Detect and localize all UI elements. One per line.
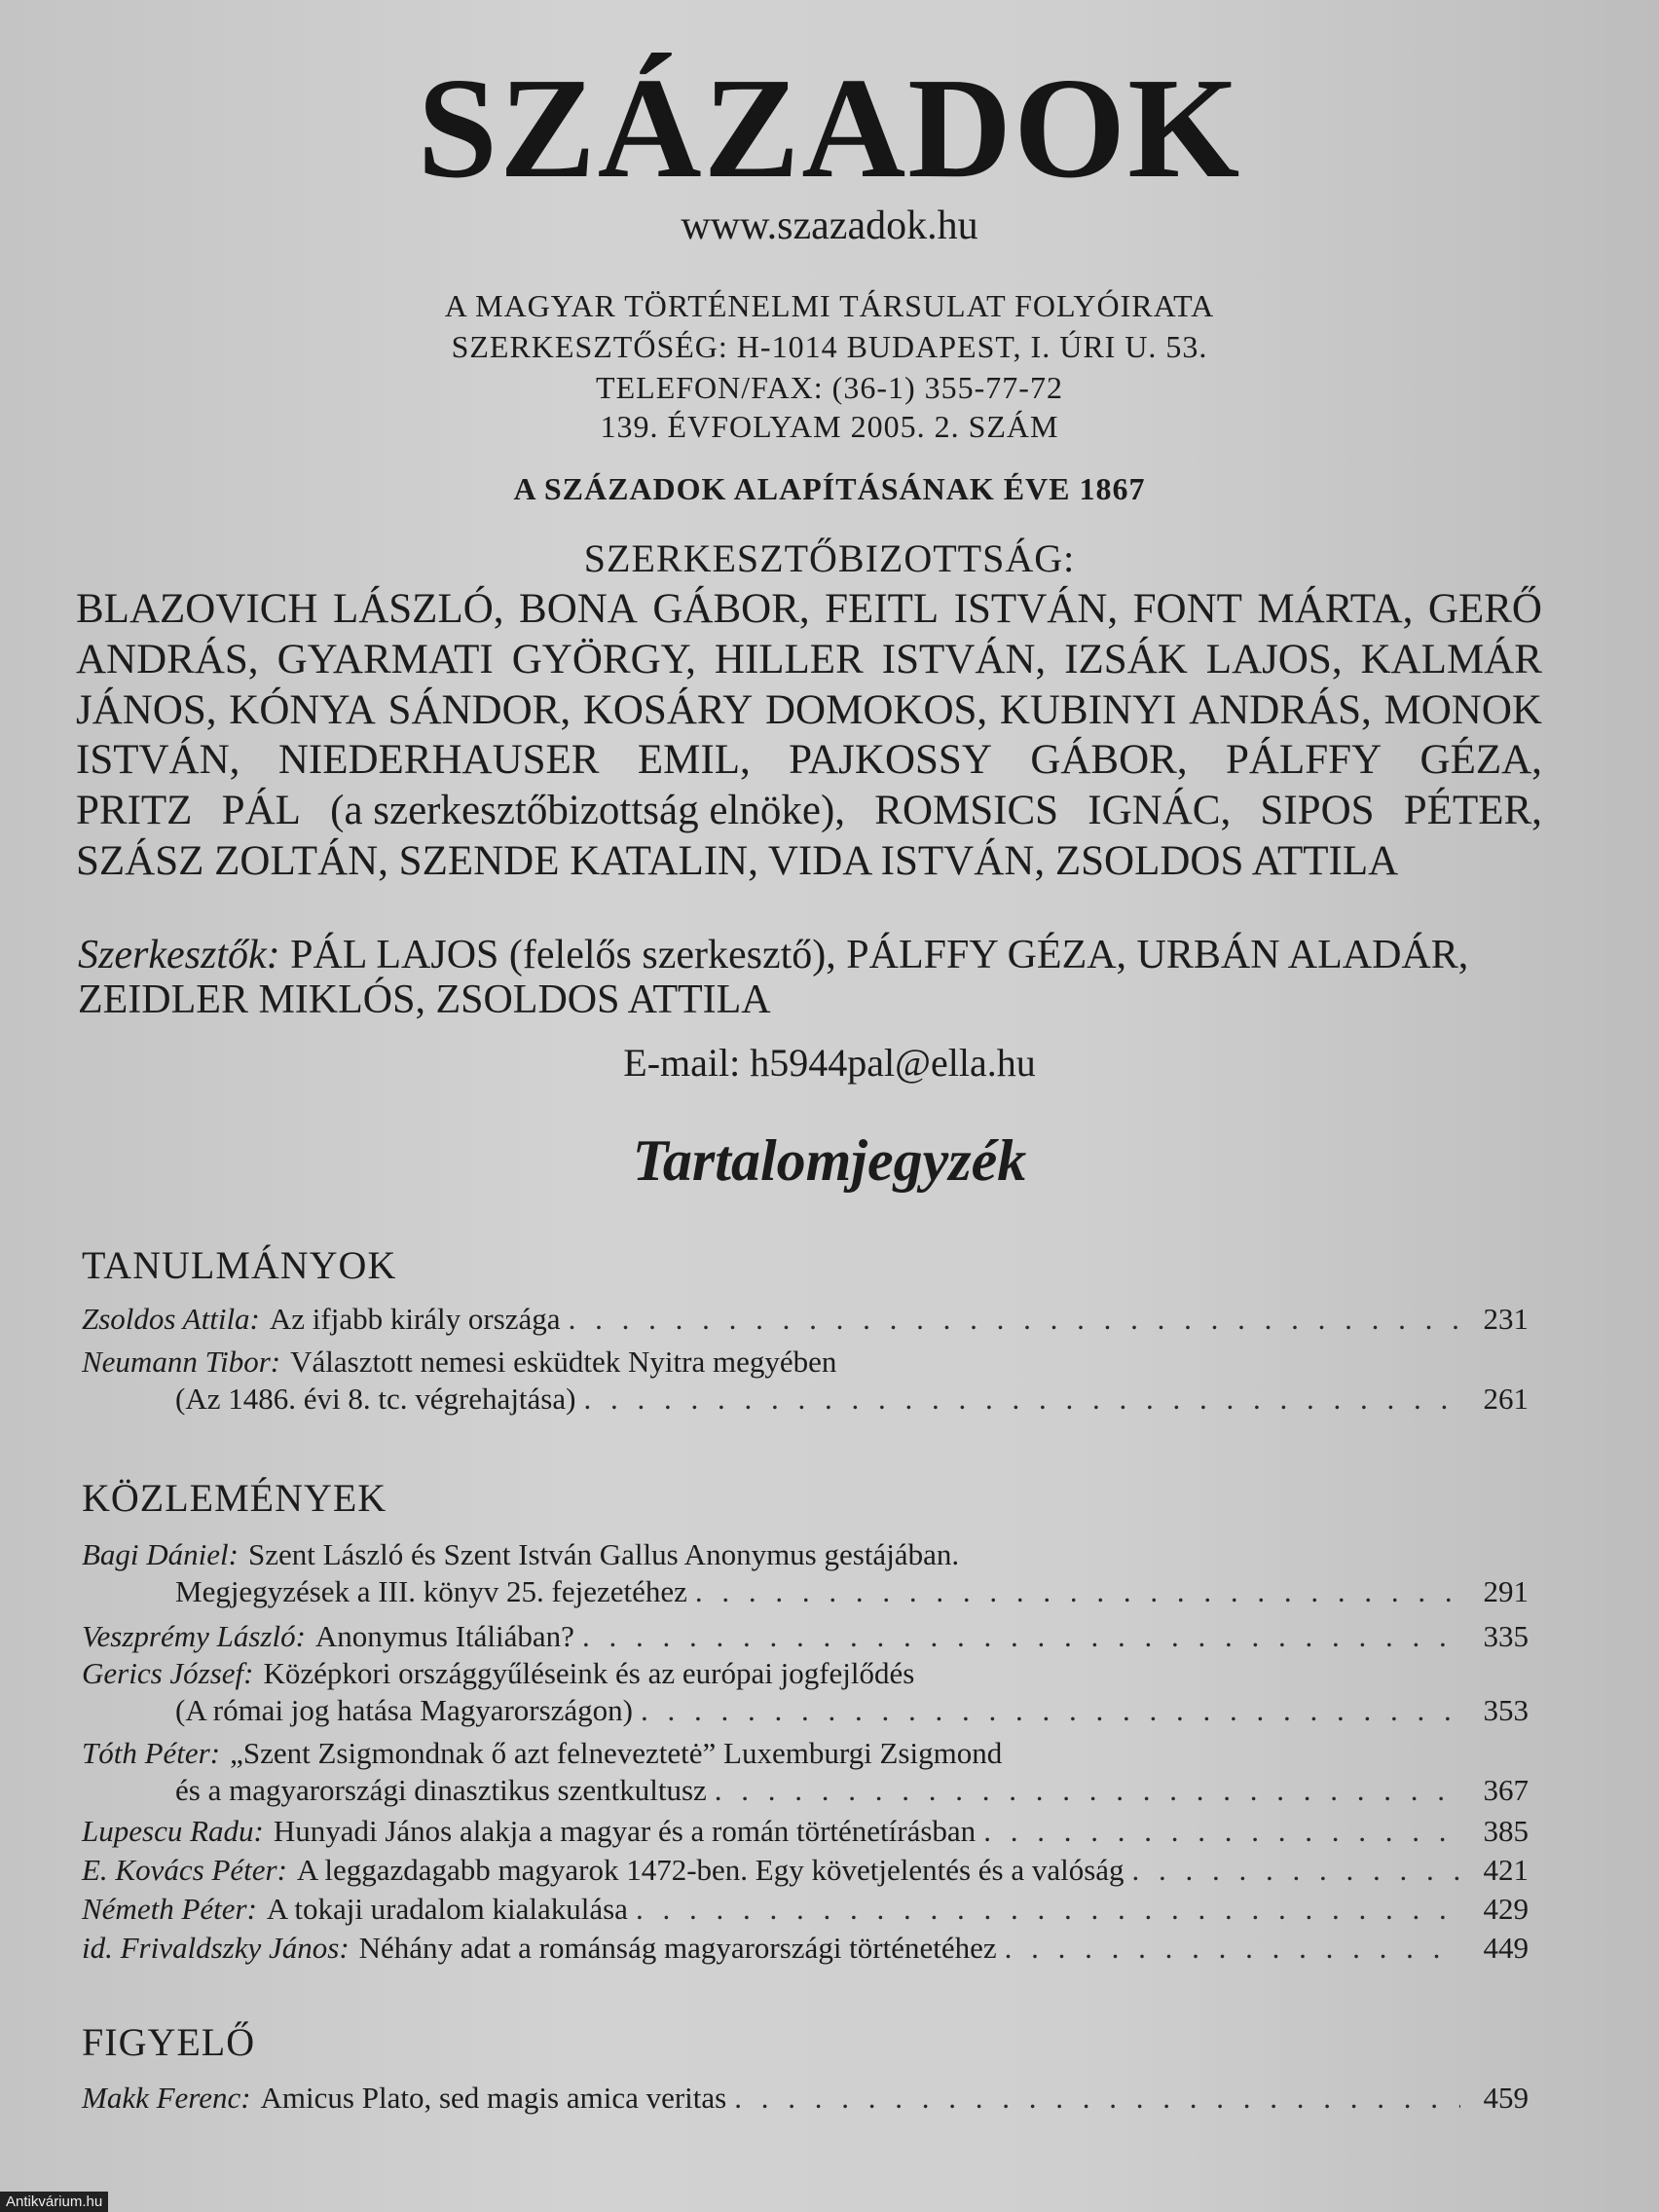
- leader-dots: [976, 1813, 1460, 1850]
- toc-title: Tartalomjegyzék: [632, 1128, 1027, 1193]
- editorial-board-title: SZERKESZTŐBIZOTTSÁG:: [583, 536, 1076, 580]
- editors-label: Szerkesztők:: [78, 933, 280, 977]
- entry-author: Veszprémy László:: [82, 1619, 306, 1653]
- entry-page: 231: [1483, 1302, 1529, 1336]
- entry-author: Makk Ferenc:: [82, 2081, 251, 2115]
- editors-names-1: PÁL LAJOS (felelős szerkesztő), PÁLFFY GÉZA, URBÁN ALADÁR,: [290, 933, 1469, 977]
- leader-dots: [633, 1692, 1460, 1729]
- entry-title: „Szent Zsigmondnak ő azt felneveztetė” Luxemburgi Zsigmond: [230, 1736, 1003, 1770]
- board-word: ANDRÁS,: [1189, 686, 1372, 733]
- leader-dots: [628, 1891, 1460, 1928]
- board-word: FEITL: [825, 586, 940, 632]
- entry-page: 421: [1483, 1853, 1529, 1887]
- entry-page: 353: [1483, 1693, 1529, 1727]
- website-url: www.szazadok.hu: [681, 203, 978, 248]
- leader-dots: [997, 1930, 1460, 1967]
- leader-dots: [1124, 1852, 1460, 1889]
- phone-line: TELEFON/FAX: (36-1) 355-77-72: [596, 370, 1063, 405]
- leader-dots: [726, 2080, 1460, 2117]
- board-word: KUBINYI: [999, 686, 1177, 733]
- entry-title: Anonymus Itáliában?: [314, 1619, 574, 1653]
- toc-entry: [82, 1618, 1529, 1655]
- publisher-line: A MAGYAR TÖRTÉNELMI TÁRSULAT FOLYÓIRATA: [444, 288, 1215, 323]
- board-word: BLAZOVICH: [76, 586, 318, 632]
- entry-title: Néhány adat a románság magyarországi történetéhez: [358, 1931, 997, 1965]
- toc-entry: [82, 1930, 1529, 1967]
- entry-author: Németh Péter:: [82, 1892, 257, 1926]
- board-word: MONOK: [1383, 686, 1542, 733]
- toc-entry: [82, 1344, 1529, 1418]
- toc-entry: [82, 2080, 1529, 2117]
- board-word: GÁBOR,: [1030, 737, 1188, 784]
- editors-names-2: ZEIDLER MIKLÓS, ZSOLDOS ATTILA: [78, 977, 771, 1022]
- board-word: KOSÁRY: [582, 686, 754, 733]
- entry-title: Középkori országgyűléseink és az európai jogfejlődés: [263, 1656, 915, 1690]
- board-word: DOMOKOS,: [765, 686, 988, 733]
- toc-entry: [82, 1536, 1529, 1610]
- entry-title-cont: (Az 1486. évi 8. tc. végrehajtása): [175, 1382, 576, 1416]
- leader-dots: [575, 1381, 1460, 1418]
- entry-title: Szent László és Szent István Gallus Anonymus gestájában.: [248, 1537, 960, 1571]
- entry-title: A tokaji uradalom kialakulása: [266, 1892, 628, 1926]
- section-heading-kozlemenyek: KÖZLEMÉNYEK: [82, 1476, 387, 1520]
- entry-title: Amicus Plato, sed magis amica veritas: [260, 2081, 727, 2115]
- board-word: ANDRÁS,: [76, 636, 259, 682]
- board-word: IZSÁK: [1064, 636, 1188, 682]
- board-word: BONA: [519, 586, 638, 632]
- board-word: KÓNYA: [229, 686, 376, 733]
- founded-line: A SZÁZADOK ALAPÍTÁSÁNAK ÉVE 1867: [513, 471, 1146, 506]
- entry-page: 335: [1483, 1619, 1529, 1653]
- entry-page: 261: [1483, 1382, 1529, 1416]
- entry-page: 449: [1483, 1931, 1529, 1965]
- entry-title: Hunyadi János alakja a magyar és a román történetírásban: [273, 1814, 977, 1848]
- board-line: [76, 836, 1542, 887]
- board-word: IGNÁC,: [1088, 788, 1232, 834]
- entry-title: Az ifjabb király országa: [269, 1302, 561, 1336]
- board-word: EMIL,: [637, 737, 751, 784]
- entry-author: Bagi Dániel:: [82, 1537, 239, 1571]
- editors-block: [78, 933, 1468, 1022]
- entry-page: 385: [1483, 1814, 1529, 1848]
- entry-author: Gerics József:: [82, 1656, 254, 1690]
- toc-entry: [82, 1655, 1529, 1729]
- board-line: [76, 735, 1542, 786]
- board-word: PAJKOSSY: [789, 737, 992, 784]
- board-word: ROMSICS: [874, 788, 1059, 834]
- board-word: KALMÁR: [1360, 636, 1542, 682]
- entry-title-cont: és a magyarországi dinasztikus szentkultusz: [175, 1773, 707, 1807]
- toc-entry: [82, 1891, 1529, 1928]
- leader-dots: [561, 1301, 1460, 1338]
- toc-entry: [82, 1301, 1529, 1338]
- entry-title-cont: Megjegyzések a III. könyv 25. fejezetéhez: [175, 1574, 687, 1608]
- board-word: PÁL: [221, 788, 301, 834]
- board-word: ISTVÁN,: [76, 737, 240, 784]
- board-word: ISTVÁN,: [953, 586, 1119, 632]
- board-word: ISTVÁN,: [881, 636, 1047, 682]
- board-line: [76, 786, 1542, 836]
- board-word: SÁNDOR,: [387, 686, 571, 733]
- board-word: LÁSZLÓ,: [332, 586, 504, 632]
- toc-entry: [82, 1735, 1529, 1809]
- entry-author: id. Frivaldszky János:: [82, 1931, 350, 1965]
- board-word: MÁRTA,: [1257, 586, 1414, 632]
- toc-entry: [82, 1813, 1529, 1850]
- entry-author: Zsoldos Attila:: [82, 1302, 260, 1336]
- board-word: JÁNOS,: [76, 686, 217, 733]
- section-heading-tanulmanyok: TANULMÁNYOK: [82, 1243, 397, 1287]
- leader-dots: [707, 1772, 1460, 1809]
- board-word: GÉZA,: [1419, 737, 1542, 784]
- board-word: GERŐ: [1427, 586, 1542, 632]
- entry-page: 429: [1483, 1892, 1529, 1926]
- toc-entry: [82, 1852, 1529, 1889]
- entry-author: E. Kovács Péter:: [82, 1853, 287, 1887]
- entry-author: Tóth Péter:: [82, 1736, 221, 1770]
- board-word: PRITZ: [76, 788, 193, 834]
- watermark-label: Antikvárium.hu: [0, 2192, 108, 2212]
- board-word: SZÁSZ ZOLTÁN, SZENDE KATALIN, VIDA ISTVÁN, ZSOLDOS ATTILA: [76, 837, 1399, 884]
- entry-page: 459: [1483, 2081, 1529, 2115]
- entry-title: Választott nemesi esküdtek Nyitra megyében: [290, 1345, 837, 1379]
- email-line: E-mail: h5944pal@ella.hu: [623, 1041, 1036, 1085]
- entry-author: Neumann Tibor:: [82, 1345, 281, 1379]
- board-word: GYÖRGY,: [511, 636, 696, 682]
- board-word: FONT: [1132, 586, 1242, 632]
- entry-author: Lupescu Radu:: [82, 1814, 264, 1848]
- board-line: [76, 635, 1542, 685]
- board-word: PÉTER,: [1403, 788, 1542, 834]
- leader-dots: [574, 1618, 1460, 1655]
- board-word: GYARMATI: [276, 636, 494, 682]
- board-word: NIEDERHAUSER: [277, 737, 600, 784]
- board-line: [76, 584, 1542, 635]
- board-word: HILLER: [714, 636, 864, 682]
- board-word: SIPOS: [1260, 788, 1375, 834]
- entry-title: A leggazdagabb magyarok 1472-ben. Egy követjelentés és a valóság: [296, 1853, 1124, 1887]
- address-line: SZERKESZTŐSÉG: H-1014 BUDAPEST, I. ÚRI U. 53.: [451, 329, 1208, 364]
- entry-title-cont: (A római jog hatása Magyarországon): [175, 1693, 634, 1727]
- volume-line: 139. ÉVFOLYAM 2005. 2. SZÁM: [600, 409, 1059, 444]
- board-line: [76, 685, 1542, 736]
- leader-dots: [687, 1573, 1460, 1610]
- entry-page: 291: [1483, 1574, 1529, 1608]
- board-word: LAJOS,: [1205, 636, 1343, 682]
- journal-title: SZÁZADOK: [417, 49, 1242, 208]
- board-word: (a szerkesztőbizottság elnöke),: [330, 788, 846, 834]
- entry-page: 367: [1483, 1773, 1529, 1807]
- board-word: PÁLFFY: [1226, 737, 1382, 784]
- editors-line: [78, 933, 1468, 977]
- editorial-board-members: [76, 584, 1542, 887]
- section-heading-figyelo: FIGYELŐ: [82, 2020, 256, 2064]
- board-word: GÁBOR,: [652, 586, 810, 632]
